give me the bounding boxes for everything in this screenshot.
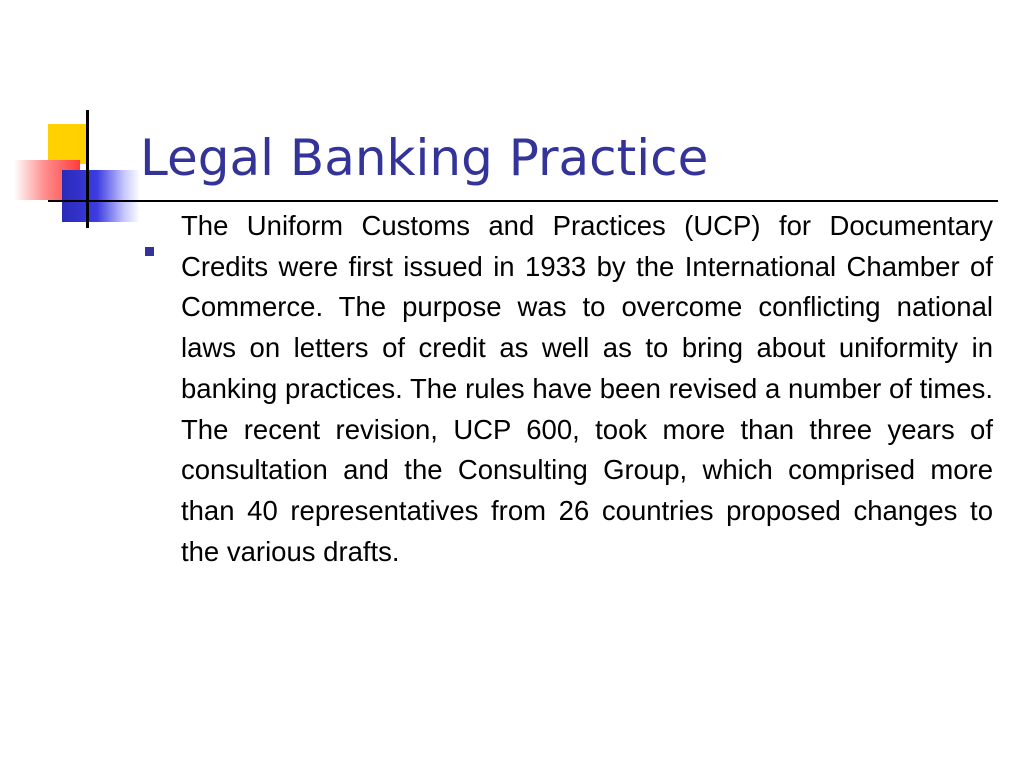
square-bullet-icon — [145, 247, 154, 256]
yellow-square — [48, 124, 88, 164]
bullet-list — [145, 206, 993, 572]
blue-square — [62, 170, 140, 222]
logo-vertical-line — [86, 110, 89, 228]
bullet-item — [145, 206, 993, 572]
decorative-squares-logo-icon — [0, 0, 150, 240]
title-underline-divider — [88, 200, 998, 202]
slide-title: Legal Banking Practice — [140, 129, 709, 187]
bullet-text: The Uniform Customs and Practices (UCP) for Documentary Credits were first issued in 1933 by the International Chamber of Commerce. The purpose was to overcome conflicting national laws on letters of credit as well as to bring about uniformity in banking practices. The rules have been revised a number of times. The recent revision, UCP 600, took more than three years of consultation and the Consulting Group, which comprised more than 40 representatives from 26 countries proposed changes to the various drafts. — [181, 210, 993, 567]
